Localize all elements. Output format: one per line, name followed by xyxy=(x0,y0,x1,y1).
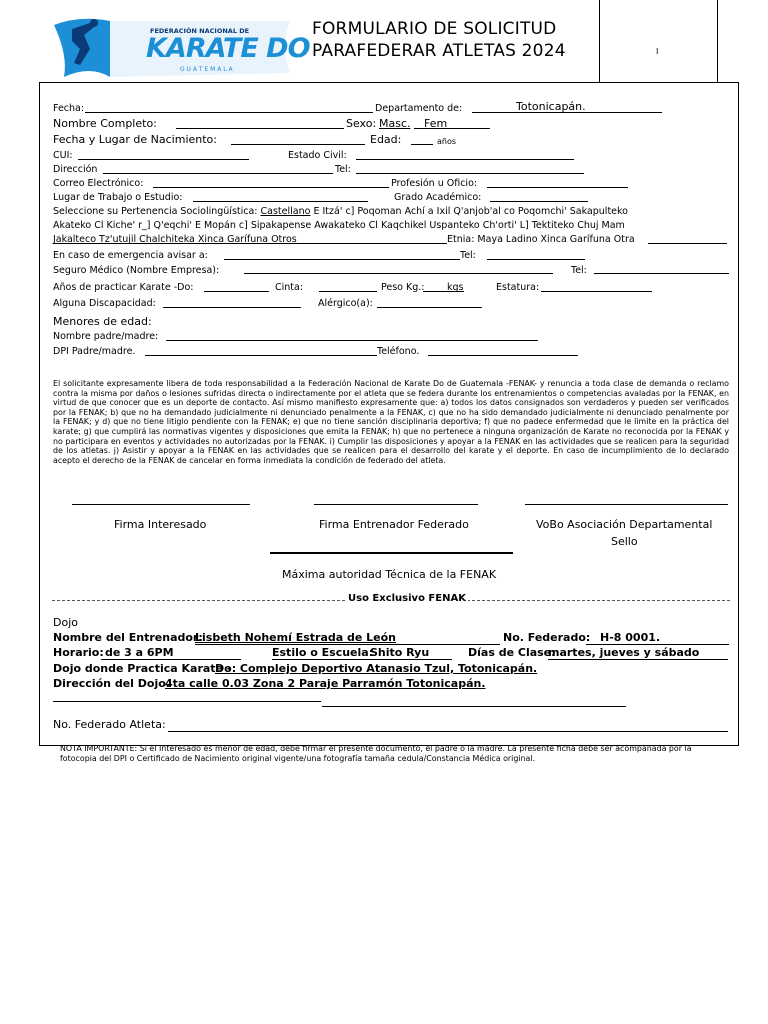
correo-field[interactable] xyxy=(153,187,389,188)
form-title xyxy=(312,18,566,62)
discapacidad-label: Alguna Discapacidad: xyxy=(53,298,156,309)
nota-importante: NOTA IMPORTANTE: Si el Interesado es menor de edad, debe firmar el presente documento, el padre o la madre. La presente ficha debe ser acompañada por la fotocopia del DPI o Certificado de Nacimiento original vigente/una fotografía tamaña cedula/Constancia Médica original. xyxy=(60,744,692,763)
logo-text-bottom: G U A T E M A L A xyxy=(180,66,233,73)
cui-label: CUI: xyxy=(53,150,73,161)
estilo-underline xyxy=(272,659,452,660)
peso-label: Peso Kg.: xyxy=(381,282,425,293)
telefono-label: Teléfono. xyxy=(377,346,420,357)
fenak-logo xyxy=(50,15,310,79)
nombre-completo-label: Nombre Completo: xyxy=(53,117,157,130)
anos-karate-label: Años de practicar Karate -Do: xyxy=(53,282,194,293)
edad-field[interactable] xyxy=(411,144,433,145)
dojo-practica-label: Dojo donde Practica Karate - xyxy=(53,662,232,675)
departamento-label: Departamento de: xyxy=(375,103,463,114)
direccion-field[interactable] xyxy=(103,173,333,174)
title-line-1: FORMULARIO DE SOLICITUD xyxy=(312,19,557,39)
dias-label: Días de Clase: xyxy=(468,646,556,659)
sexo-label: Sexo: xyxy=(346,117,377,130)
padre-madre-label: Nombre padre/madre: xyxy=(53,331,159,342)
no-federado-value: H-8 0001. xyxy=(600,631,661,644)
firma-entrenador-label: Firma Entrenador Federado xyxy=(319,518,469,531)
correo-label: Correo Electrónico: xyxy=(53,178,144,189)
entrenador-label: Nombre del Entrenador: xyxy=(53,631,203,644)
signature-line-interesado[interactable] xyxy=(72,504,250,505)
direccion-label: Dirección xyxy=(53,164,98,175)
no-federado-atleta-field[interactable] xyxy=(168,731,728,732)
sello-label: Sello xyxy=(611,535,638,548)
dpi-field[interactable] xyxy=(145,355,377,356)
signature-line-maxima[interactable] xyxy=(270,552,513,554)
discapacidad-field[interactable] xyxy=(163,307,301,308)
pertenencia-line-2[interactable]: Akateko Cl Kiche' r_] Q'eqchi' E Mopán c] Sipakapense Awakateko Cl Kaqchikel Uspanteko Ch'orti' L] Tektiteko Chuj Mam xyxy=(53,220,625,231)
signature-line-entrenador[interactable] xyxy=(314,504,478,505)
direccion-dojo-label: Dirección del Dojo. xyxy=(53,677,170,690)
estatura-field[interactable] xyxy=(541,291,652,292)
seguro-label: Seguro Médico (Nombre Empresa): xyxy=(53,265,220,276)
profesion-field[interactable] xyxy=(487,187,628,188)
horario-label: Horario: xyxy=(53,646,104,659)
horario-underline xyxy=(101,659,241,660)
peso-unit: kgs xyxy=(447,282,464,293)
cinta-label: Cinta: xyxy=(275,282,304,293)
etnia-other-field[interactable] xyxy=(648,243,727,244)
nombre-completo-field[interactable] xyxy=(176,128,344,129)
sexo-masc[interactable]: Masc. xyxy=(379,117,411,130)
horario-value: de 3 a 6PM xyxy=(105,646,174,659)
estilo-label: Estilo o Escuela: xyxy=(272,646,374,659)
lugar-trabajo-label: Lugar de Trabajo o Estudio: xyxy=(53,192,183,203)
pertenencia-underline xyxy=(53,243,447,244)
grado-field[interactable] xyxy=(490,201,588,202)
pertenencia-line-1 xyxy=(53,206,628,217)
no-federado-atleta-label: No. Federado Atleta: xyxy=(53,718,166,731)
fecha-lugar-label: Fecha y Lugar de Nacimiento: xyxy=(53,133,217,146)
emergencia-tel-label: Tel: xyxy=(460,250,476,261)
seguro-tel-label: Tel: xyxy=(571,265,587,276)
fecha-field[interactable] xyxy=(85,112,373,113)
emergencia-tel-field[interactable] xyxy=(487,259,585,260)
firma-interesado-label: Firma Interesado xyxy=(114,518,207,531)
emergencia-label: En caso de emergencia avisar a: xyxy=(53,250,208,261)
exclusive-heading: Uso Exclusivo FENAK xyxy=(348,593,466,604)
code-box-mark: I xyxy=(656,47,659,56)
profesion-label: Profesión u Oficio: xyxy=(391,178,478,189)
dojo-label: Dojo xyxy=(53,616,78,629)
alergico-label: Alérgico(a): xyxy=(318,298,373,309)
seguro-field[interactable] xyxy=(244,273,553,274)
pertenencia-prefix: Seleccione su Pertenencia Sociolingüística: xyxy=(53,206,261,217)
fecha-label: Fecha: xyxy=(53,103,85,114)
sexo-fem[interactable]: Fem xyxy=(424,117,448,130)
emergencia-field[interactable] xyxy=(224,259,460,260)
telefono-field[interactable] xyxy=(428,355,578,356)
sexo-field xyxy=(414,128,490,129)
logo-text-main: KARATE DO xyxy=(146,33,310,64)
direccion-tel-label: Tel: xyxy=(335,164,351,175)
direccion-dojo-line-b xyxy=(322,706,626,707)
pertenencia-options-1[interactable]: E Itzá' c] Poqoman Achí a Ixil Q'anjob'al co Poqomchi' Sakapulteko xyxy=(310,206,628,217)
no-federado-underline xyxy=(586,644,729,645)
edad-label: Edad: xyxy=(370,133,402,146)
code-box xyxy=(599,0,718,83)
direccion-tel-field[interactable] xyxy=(356,173,584,174)
padre-madre-field[interactable] xyxy=(166,340,538,341)
menores-label: Menores de edad: xyxy=(53,315,152,328)
no-federado-label: No. Federado: xyxy=(503,631,591,644)
alergico-field[interactable] xyxy=(377,307,482,308)
cui-field[interactable] xyxy=(78,159,249,160)
entrenador-underline xyxy=(195,644,500,645)
edad-unit: años xyxy=(437,137,457,146)
vobo-label: VoBo Asociación Departamental xyxy=(536,518,713,531)
direccion-dojo-line-a xyxy=(53,701,321,702)
estado-civil-label: Estado Civil: xyxy=(288,150,347,161)
pertenencia-line-3[interactable]: Jakalteco Tz'utujil Chalchiteka Xinca Garífuna Otros xyxy=(53,234,297,245)
estilo-value: Shito Ryu xyxy=(370,646,430,659)
dojo-practica-value: Do: Complejo Deportivo Atanasio Tzul, Totonicapán. xyxy=(215,662,538,675)
cinta-field[interactable] xyxy=(319,291,377,292)
direccion-dojo-value: 4ta calle 0.03 Zona 2 Paraje Parramón Totonicapán. xyxy=(165,677,486,690)
pertenencia-castellano[interactable]: Castellano xyxy=(260,206,311,217)
grado-label: Grado Académico: xyxy=(394,192,482,203)
signature-line-vobo[interactable] xyxy=(525,504,728,505)
dpi-label: DPI Padre/madre. xyxy=(53,346,136,357)
departamento-value: Totonicapán. xyxy=(516,100,586,113)
legal-disclaimer: El solicitante expresamente libera de toda responsabilidad a la Federación Nacional de Karate Do de Guatemala -FENAK- y renuncia a toda clase de demanda o reclamo contra la misma por daños o lesiones sufridas directa o indirectamente por el atleta que se federa durante los entrenamientos o competencias avaladas por la FENAK, en virtud de que conocer que es un deporte de contacto. Así mismo manifiesto expresamente que: a) todos los datos consignados son verdaderos y pueden ser verificados por la FENAK; b) que no ha demandado judicialmente ni denunciado penalmente a la FENAK, c) que no ha sido demandado judicialmente ni denunciado penalmente por la FENAK; y d) que no tiene litigio pendiente con la FENAK; e) que no tiene sanción disciplinaria deportiva; f) que no padece enfermedad que le limite en la práctica del karate; g) que cumplirá las normativas vigentes y disposiciones que emita la FENAK; h) que no pertenece a ninguna organización de Karate no reconocida por la FENAK y no participara en eventos y actividades no autorizadas por la FENAK. i) Cumplir las disposiciones y apoyar a la FENAK en las actividades que se realicen para la seguridad de los atletas. j) Asistir y apoyar a la FENAK en las actividades que se realicen para el desarrollo del karate y el deporte. En caso de incumplimiento de lo declarado acepto el derecho de la FENAK de cancelar en forma inmediata la condición de federado del atleta. xyxy=(53,379,729,465)
title-line-2: PARAFEDERAR ATLETAS 2024 xyxy=(312,41,566,61)
seguro-tel-field[interactable] xyxy=(594,273,729,274)
fecha-lugar-field[interactable] xyxy=(231,144,365,145)
dias-underline xyxy=(548,659,728,660)
lugar-trabajo-field[interactable] xyxy=(193,201,368,202)
estatura-label: Estatura: xyxy=(496,282,540,293)
entrenador-value: Lisbeth Nohemí Estrada de León xyxy=(195,631,397,644)
dias-value: martes, jueves y sábado xyxy=(548,646,700,659)
maxima-autoridad-label: Máxima autoridad Técnica de la FENAK xyxy=(282,568,497,581)
logo-text-top: FEDERACIÓN NACIONAL DE xyxy=(150,27,250,35)
estado-civil-field[interactable] xyxy=(356,159,574,160)
etnia-label[interactable]: Etnia: Maya Ladino Xinca Garífuna Otra xyxy=(447,234,635,245)
anos-karate-field[interactable] xyxy=(204,291,269,292)
